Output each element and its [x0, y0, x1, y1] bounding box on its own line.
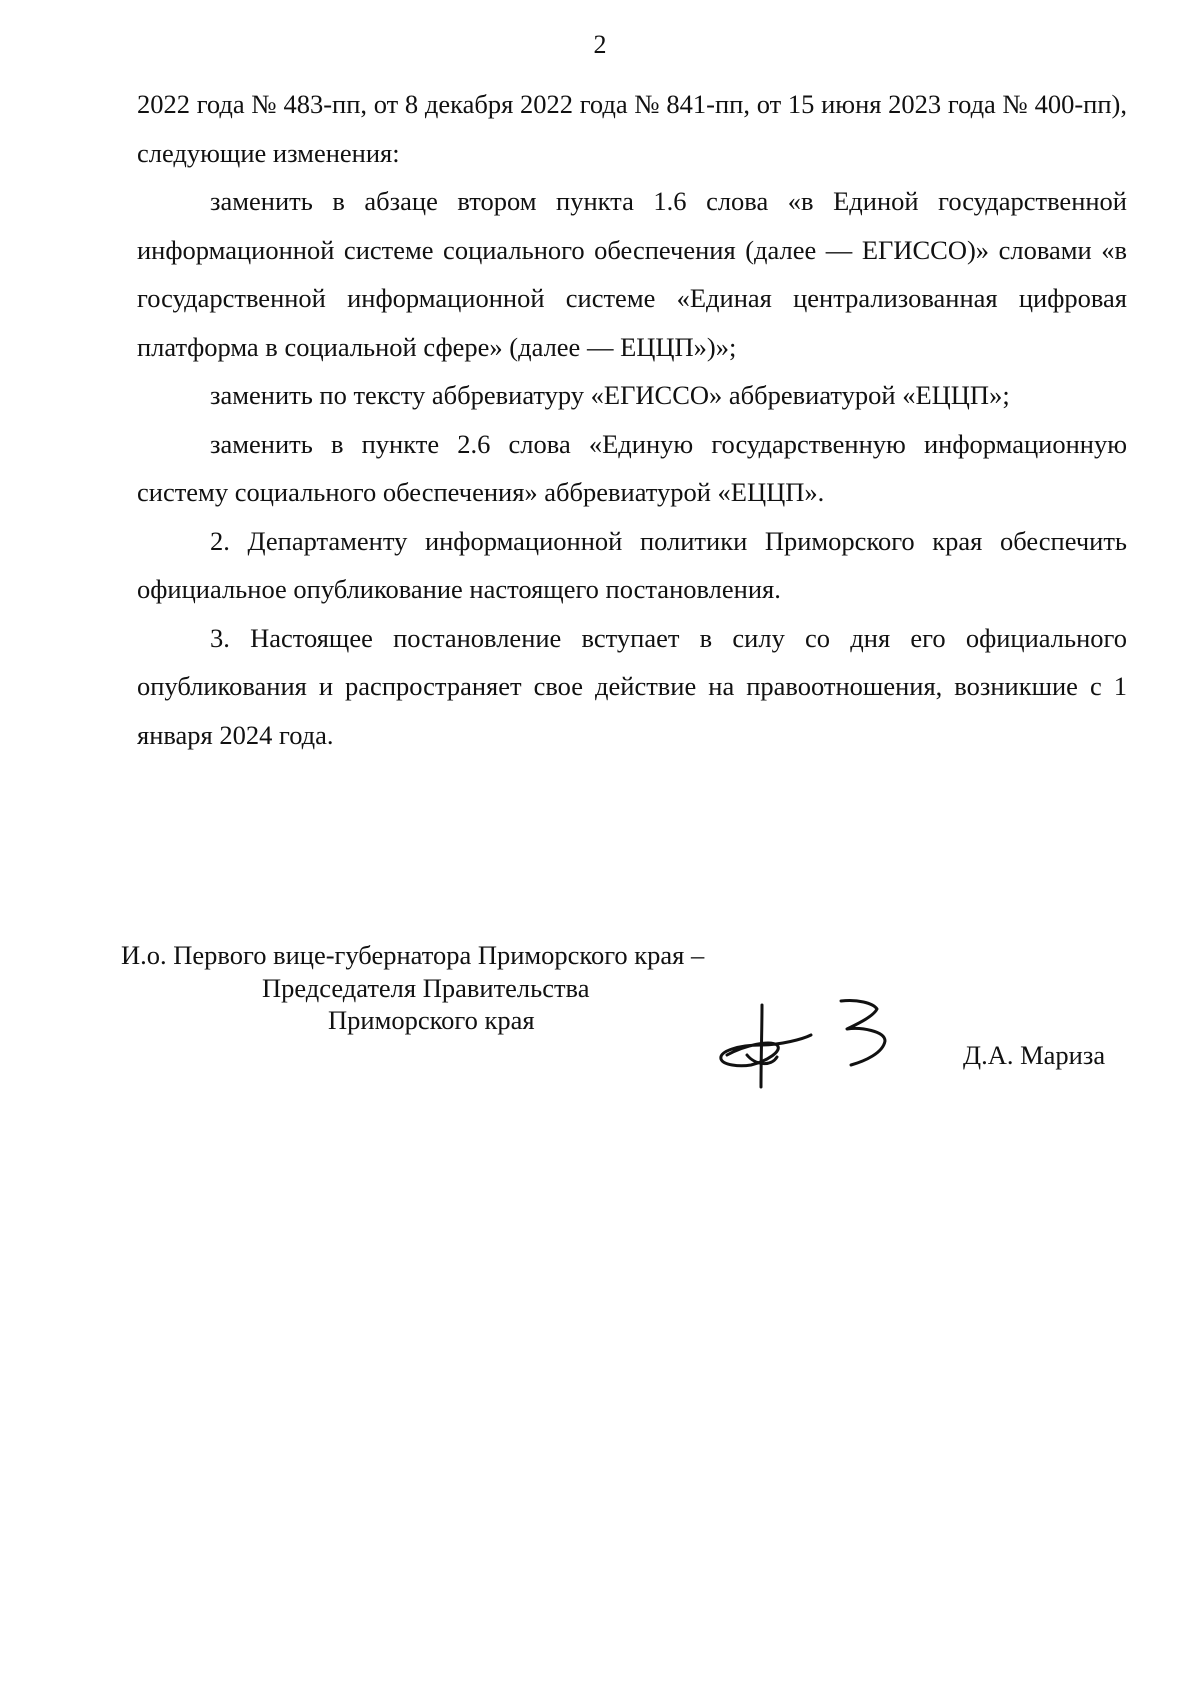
signer-name: Д.А. Мариза [963, 1040, 1106, 1070]
document-body [137, 80, 1127, 759]
signatory-title-line-1: И.о. Первого вице-губернатора Приморского края – [121, 940, 705, 970]
signatory-title-line-3: Приморского края [328, 1005, 535, 1035]
paragraph-continuation: 2022 года № 483-пп, от 8 декабря 2022 года № 841-пп, от 15 июня 2023 года № 400-пп), следующие изменения: [137, 89, 1127, 168]
paragraph-item-2: 2. Департаменту информационной политики Приморского края обеспечить официальное опубликование настоящего постановления. [137, 525, 1127, 604]
page-number: 2 [593, 30, 607, 59]
signatory-title-line-2: Председателя Правительства [262, 973, 590, 1003]
paragraph-amendment-abbreviation: заменить по тексту аббревиатуру «ЕГИССО» аббревиатурой «ЕЦЦП»; [210, 380, 1010, 410]
paragraph-amendment-1-6: заменить в абзаце втором пункта 1.6 слова «в Единой государственной информационной системе социального обеспечения (далее — ЕГИССО)» словами «в государственной информационной системе «Единая централизованная цифровая платформа в социальной сфере» (далее — ЕЦЦП»)»; [137, 186, 1127, 362]
handwritten-signature [715, 995, 905, 1095]
paragraph-item-3: 3. Настоящее постановление вступает в силу со дня его официального опубликования и распространяет свое действие на правоотношения, возникшие с 1 января 2024 года. [137, 622, 1127, 750]
paragraph-amendment-2-6: заменить в пункте 2.6 слова «Единую государственную информационную систему социального обеспечения» аббревиатурой «ЕЦЦП». [137, 428, 1127, 507]
